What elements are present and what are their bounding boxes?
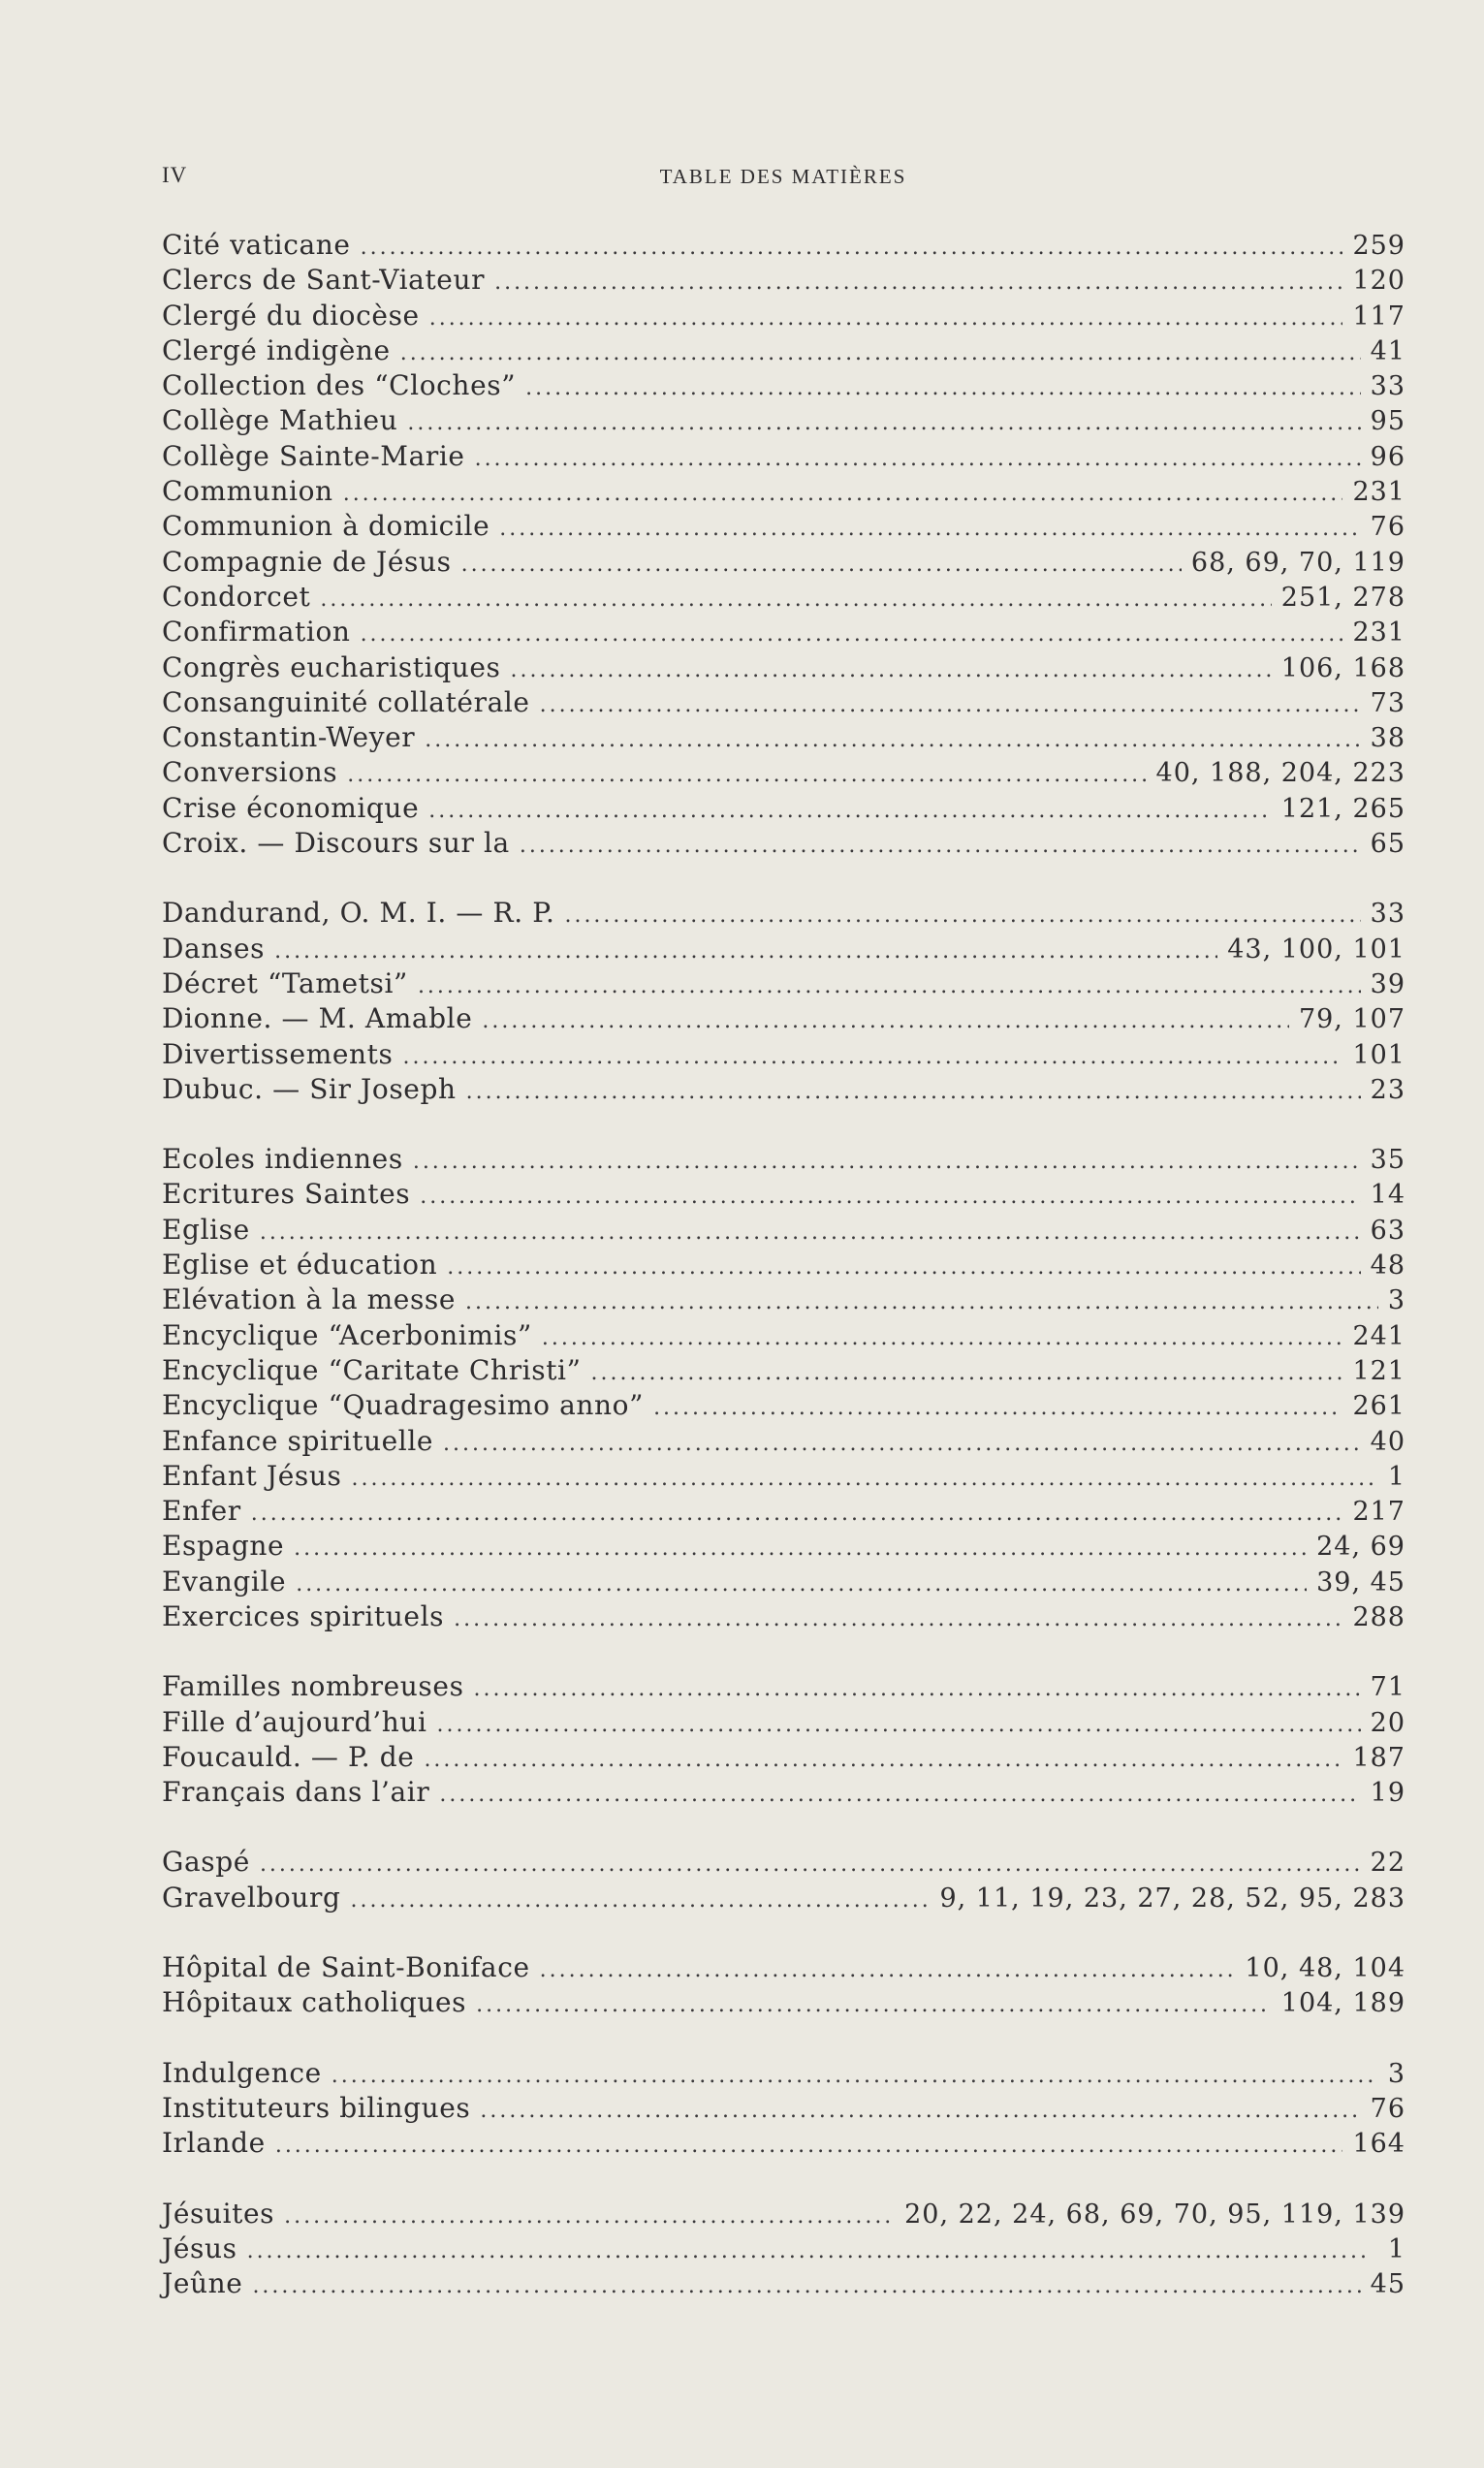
index-entry [162,1248,1405,1282]
page-references: 63 [1370,1215,1405,1246]
dot-leader [564,899,1360,933]
index-entry [162,1353,1405,1388]
index-term: Irlande [162,2127,266,2160]
index-entry [162,1001,1405,1036]
dot-leader [320,583,1271,617]
dot-leader [418,969,1361,1004]
index-entry [162,1213,1405,1248]
page-references: 1 [1387,2233,1405,2264]
page-references: 95 [1370,406,1405,437]
dot-leader [296,1567,1307,1602]
index-term: Collège Sainte-Marie [162,439,465,472]
index-entry [162,228,1405,263]
dot-leader [494,266,1342,301]
page-references: 14 [1370,1180,1405,1211]
running-head [162,163,1405,198]
index-term: Gaspé [162,1846,250,1879]
index-term: Indulgence [162,2056,322,2089]
dot-leader [407,406,1360,441]
index-entry [162,545,1405,580]
page-references: 40 [1370,1426,1405,1457]
dot-leader [461,548,1182,583]
index-letter-group [162,228,1405,861]
page-references: 76 [1370,2093,1405,2124]
dot-leader [466,1075,1361,1110]
index-term: Français dans l’air [162,1776,430,1809]
page-references: 117 [1352,301,1405,332]
index-term: Jésus [162,2231,237,2264]
index-term: Clergé du diocèse [162,299,420,332]
page-references: 22 [1370,1848,1405,1879]
index-entry [162,403,1405,438]
index-term: Danses [162,932,266,965]
index-term: Clercs de Sant-Viateur [162,264,486,297]
index-term: Condorcet [162,580,311,613]
page-references: 104, 189 [1280,1988,1405,2019]
dot-leader [351,1462,1377,1497]
index-entry [162,720,1405,755]
dot-leader [402,1040,1342,1075]
page-references: 41 [1370,335,1405,366]
index-term: Encyclique “Acerbonimis” [162,1318,532,1351]
page-references: 9, 11, 19, 23, 27, 28, 52, 95, 283 [939,1883,1405,1914]
index-entry [162,474,1405,509]
dot-leader [429,301,1343,336]
page-references: 187 [1352,1742,1405,1773]
index-entry [162,896,1405,931]
dot-leader [511,653,1272,688]
dot-leader [428,794,1272,829]
index-term: Confirmation [162,616,351,649]
dot-leader [252,2269,1360,2304]
index-entry [162,1565,1405,1599]
dot-leader [400,336,1361,371]
index-entry [162,1669,1405,1704]
index-list [162,228,1405,2336]
index-entry [162,509,1405,544]
page-references: 19 [1370,1778,1405,1809]
index-term: Cité vaticane [162,229,351,261]
dot-leader [520,829,1361,864]
page-references: 241 [1352,1320,1405,1351]
dot-leader [294,1532,1307,1566]
page-references: 3 [1387,1285,1405,1316]
index-term: Consanguinité collatérale [162,685,530,718]
index-entry [162,2231,1405,2266]
page-references: 35 [1370,1145,1405,1176]
page-references: 1 [1387,1461,1405,1492]
page-references: 120 [1352,266,1405,297]
index-letter-group [162,1950,1405,2021]
running-title: TABLE DES MATIÈRES [659,165,907,188]
dot-leader [274,934,1217,969]
dot-leader [525,371,1361,406]
index-term: Crise économique [162,791,420,824]
page-references: 288 [1352,1601,1405,1632]
index-term: Espagne [162,1530,285,1563]
index-entry [162,2056,1405,2091]
index-entry [162,1177,1405,1212]
page-number: IV [162,163,188,187]
index-term: Eglise [162,1213,250,1246]
dot-leader [251,1497,1343,1532]
dot-leader [361,617,1343,652]
page-references: 40, 188, 204, 223 [1155,758,1405,789]
index-term: Gravelbourg [162,1881,341,1914]
dot-leader [425,723,1360,758]
page-references: 33 [1370,899,1405,930]
page-references: 23 [1370,1074,1405,1105]
index-entry [162,1388,1405,1423]
page-references: 43, 100, 101 [1227,933,1405,965]
index-term: Elévation à la messe [162,1283,457,1316]
page-references: 217 [1352,1497,1405,1528]
page-references: 39, 45 [1316,1566,1405,1598]
dot-leader [499,512,1360,547]
index-entry [162,1494,1405,1529]
page-references: 79, 107 [1298,1004,1405,1035]
index-entry [162,755,1405,790]
index-entry [162,826,1405,861]
index-entry [162,966,1405,1001]
dot-leader [351,1883,931,1918]
page-references: 231 [1352,477,1405,508]
page-references: 65 [1370,829,1405,860]
index-entry [162,1037,1405,1072]
index-entry [162,615,1405,649]
page-references: 48 [1370,1250,1405,1281]
index-entry [162,1881,1405,1915]
index-term: Croix. — Discours sur la [162,827,510,860]
index-term: Jeûne [162,2267,243,2300]
index-entry [162,1529,1405,1564]
index-letter-group [162,2197,1405,2302]
page-references: 261 [1352,1391,1405,1422]
index-term: Ecoles indiennes [162,1143,403,1176]
page-references: 121 [1352,1355,1405,1386]
dot-leader [424,1743,1342,1778]
index-entry [162,2197,1405,2231]
dot-leader [420,1180,1360,1215]
index-entry [162,333,1405,368]
dot-leader [413,1145,1361,1180]
index-letter-group [162,1142,1405,1634]
page-references: 76 [1370,512,1405,543]
dot-leader [591,1356,1343,1391]
index-term: Conversions [162,756,338,789]
index-entry [162,263,1405,298]
index-letter-group [162,1669,1405,1810]
index-entry [162,368,1405,403]
dot-leader [454,1602,1342,1637]
page-references: 20 [1370,1707,1405,1738]
index-term: Hôpitaux catholiques [162,1986,467,2019]
dot-leader [482,1004,1289,1039]
dot-leader [437,1708,1361,1743]
dot-leader [275,2129,1343,2164]
page-references: 20, 22, 24, 68, 69, 70, 95, 119, 139 [904,2199,1405,2230]
page-references: 71 [1370,1672,1405,1703]
page-references: 231 [1352,617,1405,649]
index-term: Communion [162,475,333,508]
index-term: Hôpital de Saint-Boniface [162,1951,530,1984]
index-term: Divertissements [162,1037,394,1070]
page-references: 164 [1352,2129,1405,2160]
index-entry [162,1705,1405,1740]
index-term: Enfer [162,1495,241,1528]
index-term: Décret “Tametsi” [162,966,408,999]
page-references: 39 [1370,968,1405,999]
dot-leader [540,688,1361,723]
index-entry [162,1459,1405,1494]
index-term: Jésuites [162,2197,275,2230]
index-entry [162,650,1405,685]
dot-leader [465,1285,1378,1320]
index-entry [162,2091,1405,2126]
index-entry [162,1599,1405,1634]
index-entry [162,2126,1405,2161]
index-entry [162,1424,1405,1459]
index-entry [162,685,1405,720]
index-entry [162,2266,1405,2301]
index-letter-group [162,1845,1405,1915]
index-entry [162,1142,1405,1177]
dot-leader [260,1216,1361,1250]
index-term: Collection des “Cloches” [162,369,517,402]
dot-leader [439,1778,1360,1813]
dot-leader [476,1988,1272,2023]
dot-leader [347,758,1146,793]
dot-leader [540,1953,1236,1988]
index-term: Collège Mathieu [162,404,398,437]
dot-leader [361,231,1343,266]
index-term: Congrès eucharistiques [162,650,501,683]
index-entry [162,1950,1405,1985]
index-term: Dandurand, O. M. I. — R. P. [162,897,555,930]
index-term: Familles nombreuses [162,1670,464,1703]
index-term: Encyclique “Quadragesimo anno” [162,1389,645,1422]
page-references: 101 [1352,1039,1405,1070]
index-entry [162,1282,1405,1317]
index-entry [162,932,1405,966]
page-references: 106, 168 [1280,652,1405,683]
index-term: Compagnie de Jésus [162,545,452,578]
index-term: Enfant Jésus [162,1459,342,1492]
dot-leader [447,1250,1360,1285]
index-term: Fille d’aujourd’hui [162,1705,427,1738]
dot-leader [443,1427,1361,1462]
page-references: 45 [1370,2269,1405,2300]
index-term: Dubuc. — Sir Joseph [162,1072,457,1105]
page-references: 33 [1370,371,1405,402]
index-term: Communion à domicile [162,510,490,543]
index-term: Dionne. — M. Amable [162,1002,473,1035]
index-entry [162,1985,1405,2020]
dot-leader [653,1391,1342,1426]
page-references: 121, 265 [1280,793,1405,824]
index-term: Encyclique “Caritate Christi” [162,1353,582,1386]
index-entry [162,1775,1405,1810]
page-references: 251, 278 [1280,582,1405,613]
dot-leader [332,2059,1378,2094]
index-entry [162,1740,1405,1775]
index-entry [162,791,1405,826]
dot-leader [260,1848,1361,1883]
index-term: Enfance spirituelle [162,1424,434,1457]
index-term: Exercices spirituels [162,1599,445,1632]
dot-leader [343,477,1343,512]
page-references: 259 [1352,231,1405,261]
dot-leader [475,442,1361,477]
index-term: Evangile [162,1565,287,1598]
dot-leader [247,2234,1378,2269]
index-term: Constantin-Weyer [162,721,416,754]
index-term: Ecritures Saintes [162,1178,411,1211]
index-entry [162,1318,1405,1353]
index-term: Eglise et éducation [162,1249,438,1281]
page-references: 3 [1387,2058,1405,2089]
dot-leader [480,2094,1360,2129]
page-references: 73 [1370,687,1405,718]
page-references: 38 [1370,723,1405,754]
dot-leader [284,2199,895,2234]
page-references: 10, 48, 104 [1245,1953,1405,1984]
index-entry [162,299,1405,333]
dot-leader [542,1321,1343,1356]
page-references: 96 [1370,441,1405,472]
index-term: Instituteurs bilingues [162,2091,471,2124]
page-references: 68, 69, 70, 119 [1190,547,1405,578]
index-term: Foucauld. — P. de [162,1740,415,1773]
page-references: 24, 69 [1316,1532,1405,1563]
index-entry [162,1072,1405,1107]
index-entry [162,580,1405,615]
index-letter-group [162,896,1405,1107]
index-entry [162,1845,1405,1880]
index-letter-group [162,2056,1405,2162]
index-entry [162,439,1405,474]
index-term: Clergé indigène [162,333,391,366]
dot-leader [474,1672,1361,1707]
